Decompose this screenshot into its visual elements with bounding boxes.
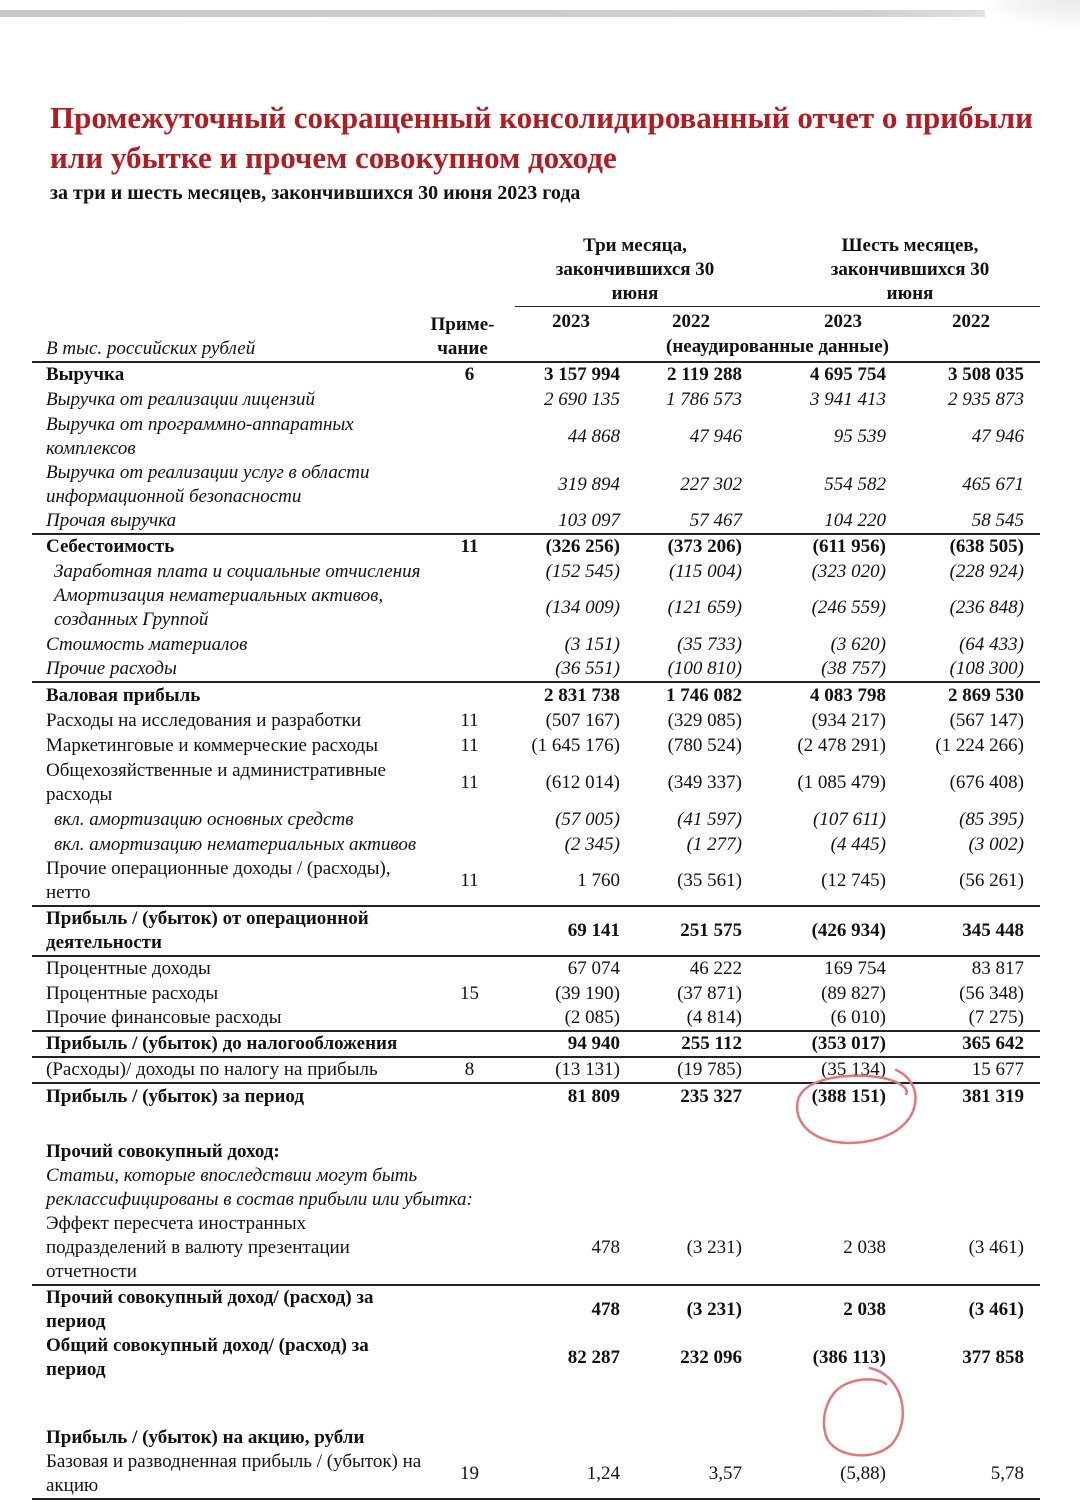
year-2023-three: 2023 — [552, 311, 590, 332]
year-2022-three: 2022 — [672, 311, 710, 332]
report-title: Промежуточный сокращенный консолидированный отчет о прибыли или убытке и прочем совокупном доходе — [50, 100, 1034, 175]
table-row: Прибыль / (убыток) от операционной деятельности 69 141 251 575 (426 934) 345 448 — [32, 906, 1040, 956]
table-row: Стоимость материалов (3 151) (35 733) (3 620) (64 433) — [46, 633, 1024, 655]
year-2022-six: 2022 — [952, 311, 990, 332]
table-row: Выручка от реализации услуг в области информационной безопасности 319 894 227 302 554 582 465 671 — [46, 462, 1024, 507]
note-header: Приме- чание — [430, 314, 495, 359]
table-row: Прочие финансовые расходы (2 085) (4 814) (6 010) (7 275) — [46, 1007, 1024, 1028]
report-subtitle: за три и шесть месяцев, закончившихся 30 июня 2023 года — [50, 182, 581, 204]
table-row: вкл. амортизацию основных средств (57 005) (41 597) (107 611) (85 395) — [54, 808, 1024, 830]
table-row: Прочий совокупный доход: — [46, 1140, 280, 1162]
table-row: Процентные расходы 15 (39 190) (37 871) (89 827) (56 348) — [46, 982, 1024, 1004]
units-label: В тыс. российских рублей — [46, 338, 256, 359]
header-rule — [515, 306, 1040, 307]
table-row: Выручка от программно-аппаратных комплексов 44 868 47 946 95 539 47 946 — [46, 413, 1024, 459]
table-row: Прочая выручка 103 097 57 467 104 220 58 545 — [46, 510, 1024, 531]
table-row: Общехозяйственные и административные расходы 11 (612 014) (349 337) (1 085 479) (676 408) — [46, 759, 1024, 805]
income-statement-table — [32, 362, 1040, 1500]
table-row: (Расходы)/ доходы по налогу на прибыль 8 (13 131) (19 785) (35 134) 15 677 — [32, 1057, 1040, 1083]
table-row: Прочие расходы (36 551) (100 810) (38 757) (108 300) — [46, 658, 1024, 679]
table-row: Эффект пересчета иностранных подразделений в валюту презентации отчетности 478 (3 231) 2 038 (3 461) — [46, 1213, 1024, 1282]
spacer-row — [32, 1382, 1040, 1425]
table-row: Процентные доходы 67 074 46 222 169 754 83 817 — [32, 956, 1040, 981]
table-row: вкл. амортизацию нематериальных активов (2 345) (1 277) (4 445) (3 002) — [54, 833, 1024, 855]
six-months-header: Шесть месяцев, закончившихся 30 июня — [830, 235, 990, 304]
table-row: Прочие операционные доходы / (расходы), нетто 11 1 760 (35 561) (12 745) (56 261) — [46, 858, 1024, 903]
unaudited-label: (неаудированные данные) — [666, 336, 889, 357]
top-scroll-bar — [0, 10, 1080, 17]
table-row: Заработная плата и социальные отчисления (152 545) (115 004) (323 020) (228 924) — [54, 560, 1024, 582]
table-row: Прибыль / (убыток) до налогообложения 94 940 255 112 (353 017) 365 642 — [32, 1031, 1040, 1057]
table-row: Выручка 6 3 157 994 2 119 288 4 695 754 3 508 035 — [46, 363, 1024, 385]
spacer-row — [32, 1109, 1040, 1139]
table-row: Прибыль / (убыток) на акцию, рубли — [46, 1426, 365, 1448]
page-corner-shadow — [985, 0, 1080, 28]
table-row: Общий совокупный доход/ (расход) за период 82 287 232 096 (386 113) 377 858 — [46, 1335, 1024, 1380]
table-row: Расходы на исследования и разработки 11 (507 167) (329 085) (934 217) (567 147) — [46, 709, 1024, 731]
table-row: Прочий совокупный доход/ (расход) за период 478 (3 231) 2 038 (3 461) — [32, 1285, 1040, 1334]
table-row: Маркетинговые и коммерческие расходы 11 (1 645 176) (780 524) (2 478 291) (1 224 266) — [46, 734, 1024, 756]
table-row: Себестоимость 11 (326 256) (373 206) (611 956) (638 505) — [32, 534, 1040, 559]
table-row: Статьи, которые впоследствии могут быть реклассифицированы в состав прибыли или убытка: — [46, 1165, 473, 1210]
table-row: Базовая и разводненная прибыль / (убыток) на акцию 19 1,24 3,57 (5,88) 5,78 — [32, 1450, 1040, 1499]
table-row: Амортизация нематериальных активов, созданных Группой (134 009) (121 659) (246 559) (236 848) — [54, 585, 1024, 630]
three-months-header: Три месяца, закончившихся 30 июня — [555, 235, 715, 304]
table-row: Выручка от реализации лицензий 2 690 135 1 786 573 3 941 413 2 935 873 — [46, 388, 1024, 410]
table-row: Валовая прибыль 2 831 738 1 746 082 4 083 798 2 869 530 — [32, 682, 1040, 708]
table-row: Прибыль / (убыток) за период 81 809 235 327 (388 151) 381 319 — [32, 1083, 1040, 1109]
year-2023-six: 2023 — [824, 311, 862, 332]
